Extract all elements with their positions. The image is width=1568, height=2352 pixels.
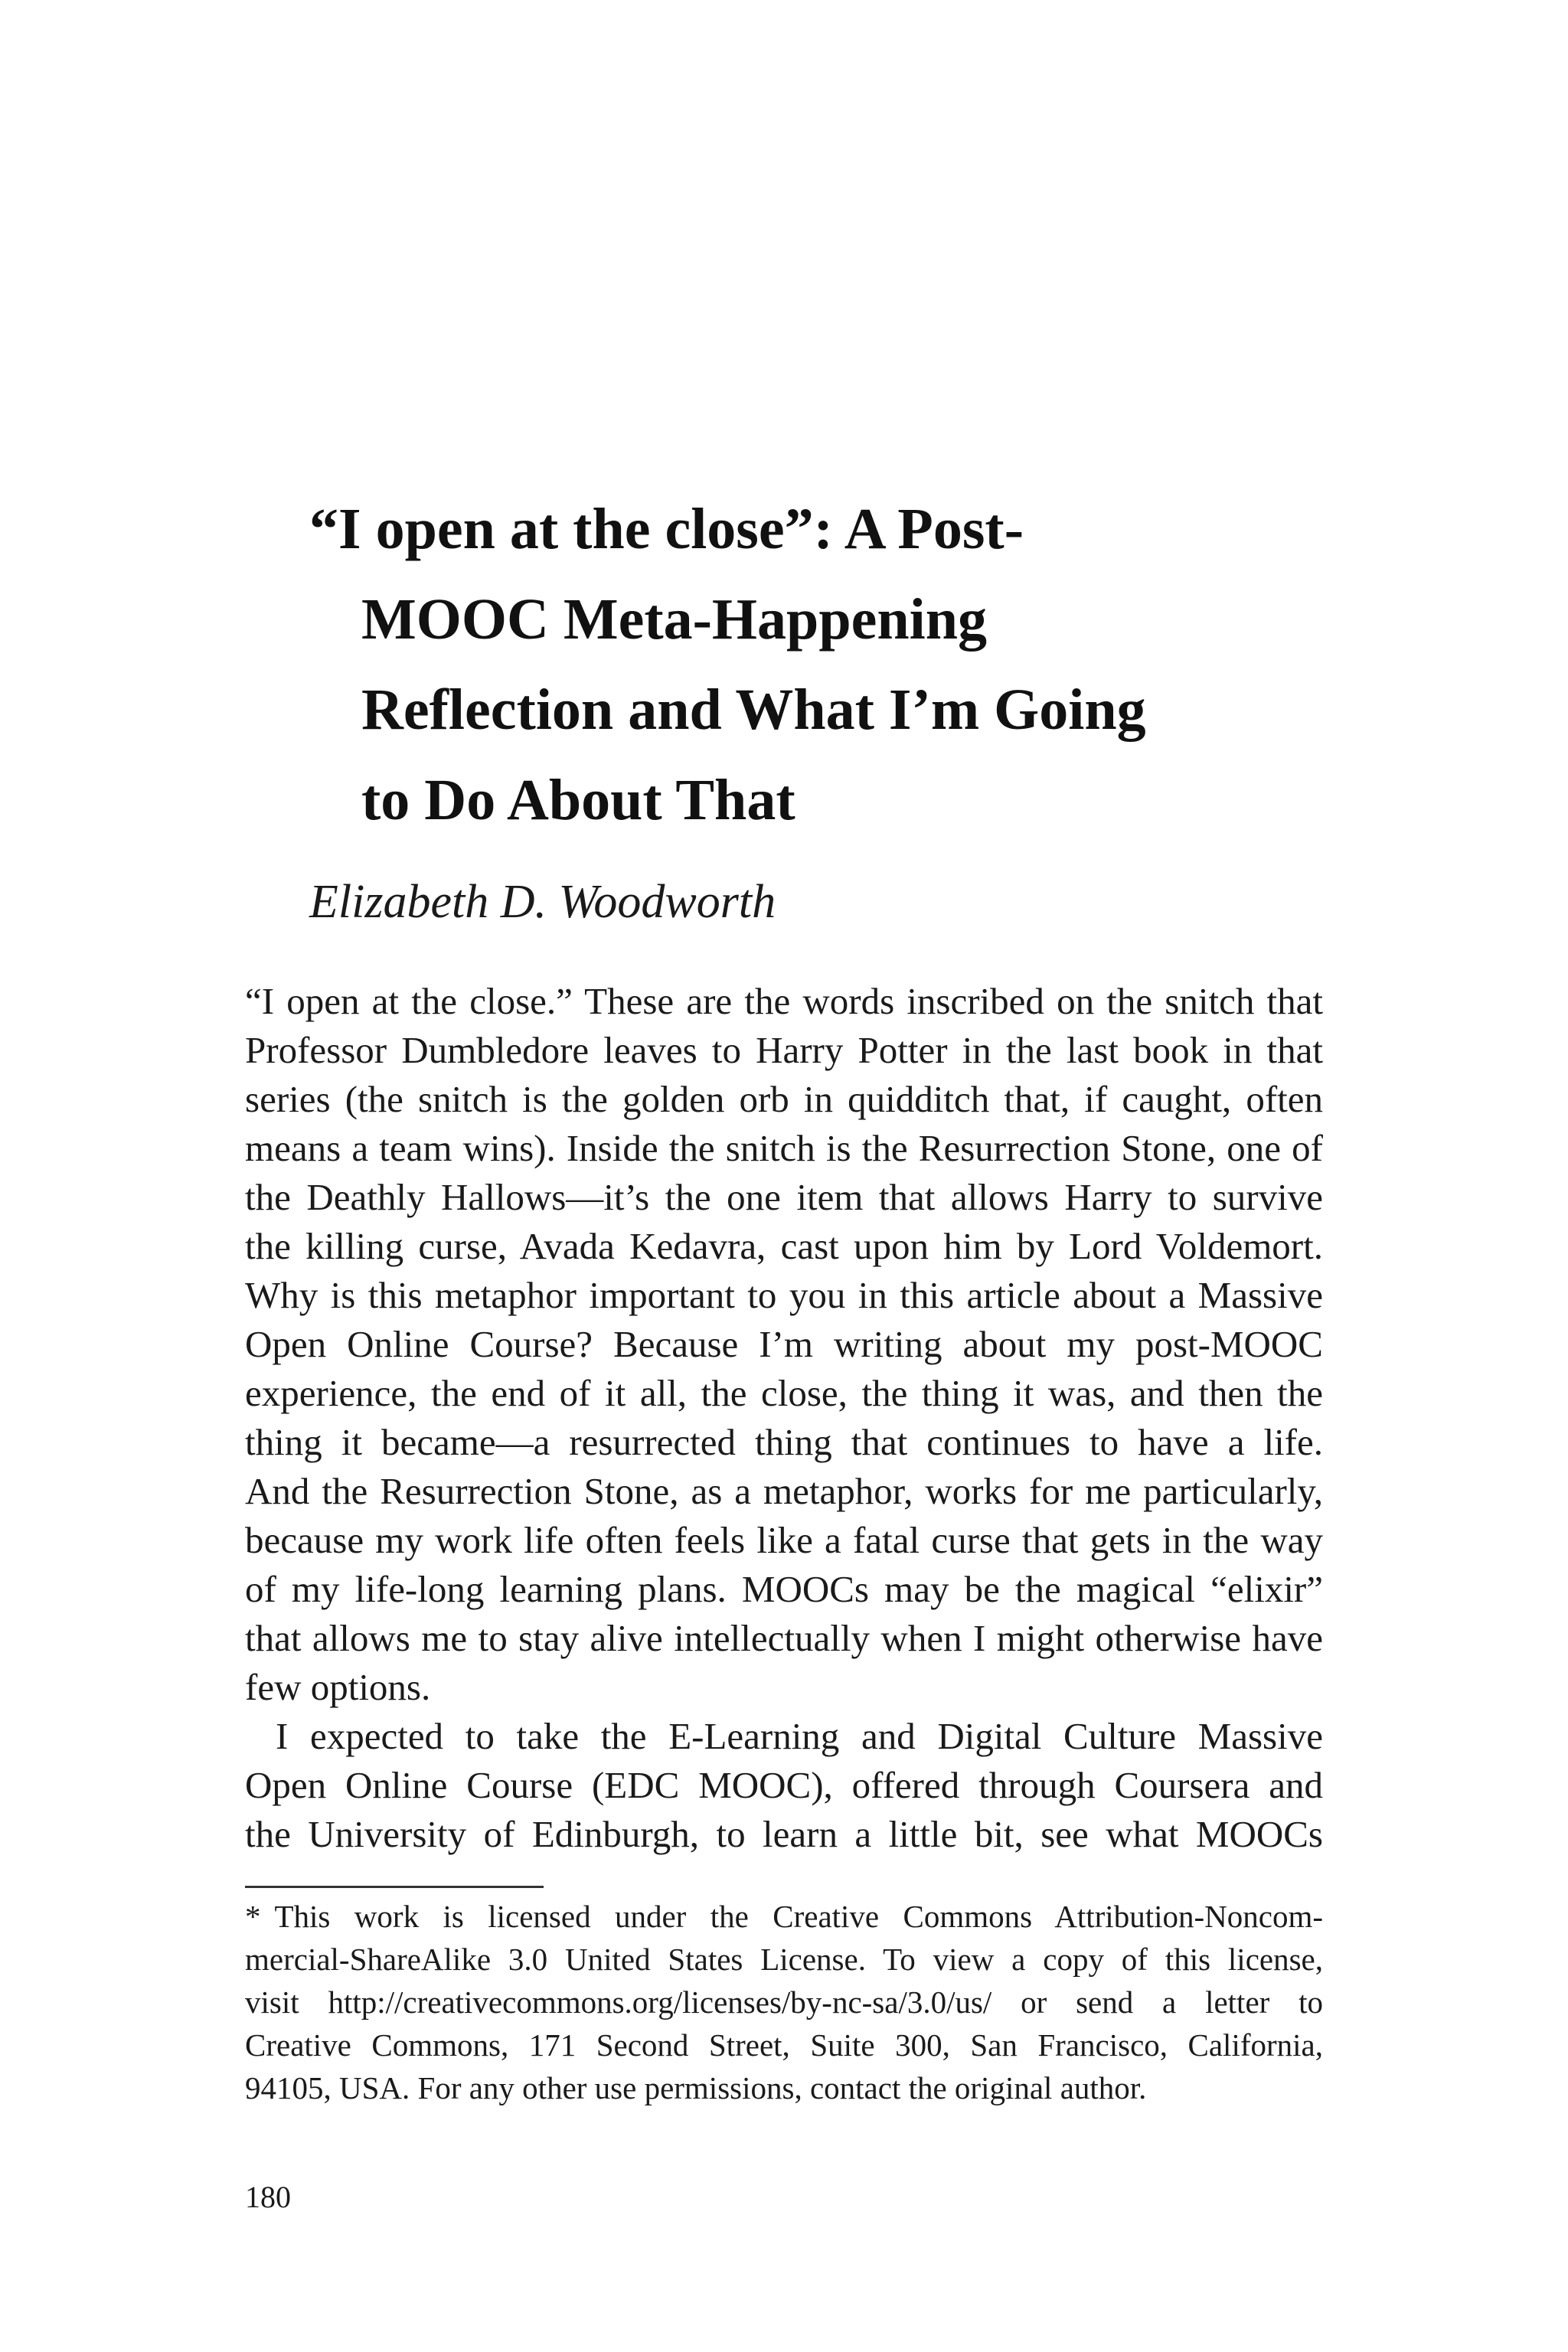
footnote-separator bbox=[245, 1886, 544, 1888]
chapter-title-line: “I open at the close”: A Post- bbox=[309, 497, 1024, 561]
page-number: 180 bbox=[245, 2180, 291, 2214]
text-line: the University of Edinburgh, to learn a little bit, see what MOOCs bbox=[245, 1813, 1323, 1855]
footnote-line bbox=[245, 1895, 1323, 1938]
chapter-title bbox=[309, 484, 1335, 845]
footnote-marker: * bbox=[245, 1899, 261, 1934]
footnote-line: mercial-ShareAlike 3.0 United States License. To view a copy of this license, bbox=[245, 1942, 1323, 1977]
footnote-line: Creative Commons, 171 Second Street, Suite 300, San Francisco, California, bbox=[245, 2027, 1323, 2063]
text-line: that allows me to stay alive intellectually when I might otherwise have bbox=[245, 1617, 1323, 1659]
text-line: thing it became—a resurrected thing that continues to have a life. bbox=[245, 1421, 1323, 1463]
text-line: the Deathly Hallows—it’s the one item that allows Harry to survive bbox=[245, 1176, 1323, 1218]
text-line: Professor Dumbledore leaves to Harry Potter in the last book in that bbox=[245, 1029, 1323, 1071]
footnote-line: 94105, USA. For any other use permissions, contact the original author. bbox=[245, 2070, 1147, 2105]
text-line: the killing curse, Avada Kedavra, cast upon him by Lord Voldemort. bbox=[245, 1225, 1323, 1267]
text-line: because my work life often feels like a fatal curse that gets in the way bbox=[245, 1519, 1323, 1561]
body-text bbox=[245, 977, 1323, 1859]
body-paragraph bbox=[245, 1712, 1323, 1859]
footnote-line: visit http://creativecommons.org/licenses/by-nc-sa/3.0/us/ or send a letter to bbox=[245, 1984, 1323, 2020]
text-line: series (the snitch is the golden orb in quidditch that, if caught, often bbox=[245, 1078, 1323, 1120]
text-line: experience, the end of it all, the close, the thing it was, and then the bbox=[245, 1372, 1323, 1414]
text-line: means a team wins). Inside the snitch is the Resurrection Stone, one of bbox=[245, 1127, 1323, 1169]
chapter-title-line: Reflection and What I’m Going bbox=[361, 678, 1146, 742]
text-line: of my life-long learning plans. MOOCs may be the magical “elixir” bbox=[245, 1568, 1323, 1610]
footnote bbox=[245, 1895, 1323, 2109]
text-line: few options. bbox=[245, 1666, 431, 1708]
text-line: I expected to take the E-Learning and Digital Culture Massive bbox=[276, 1715, 1323, 1757]
chapter-title-line: to Do About That bbox=[361, 768, 795, 832]
body-paragraph bbox=[245, 977, 1323, 1712]
text-line: Open Online Course? Because I’m writing about my post-MOOC bbox=[245, 1323, 1323, 1365]
footnote-line-text: This work is licensed under the Creative Commons Attribution-Noncom- bbox=[274, 1899, 1323, 1934]
author-name: Elizabeth D. Woodworth bbox=[309, 876, 776, 928]
text-line: “I open at the close.” These are the words inscribed on the snitch that bbox=[245, 980, 1323, 1022]
text-line: Open Online Course (EDC MOOC), offered through Coursera and bbox=[245, 1764, 1323, 1806]
text-line: Why is this metaphor important to you in this article about a Massive bbox=[245, 1274, 1323, 1316]
chapter-title-line: MOOC Meta-Happening bbox=[361, 587, 987, 652]
text-line: And the Resurrection Stone, as a metaphor, works for me particularly, bbox=[245, 1470, 1323, 1512]
